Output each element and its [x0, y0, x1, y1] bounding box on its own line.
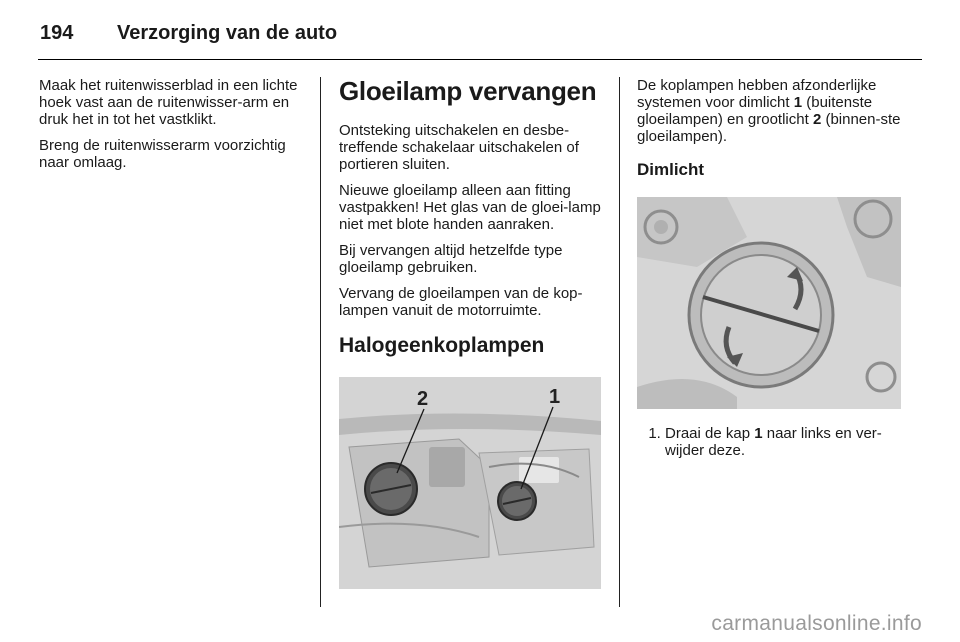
intro-paragraph: De koplampen hebben afzonderlijke systemen voor dimlicht 1 (buitenste gloeilampen) en grootlicht 2 (binnen-ste gloeilampen). — [637, 77, 901, 145]
halogen-headlamp-figure — [339, 377, 601, 589]
step-list — [637, 425, 905, 459]
paragraph: Ontsteking uitschakelen en desbe-treffende schakelaar uitschakelen of portieren sluiten. — [339, 122, 579, 173]
paragraph: Breng de ruitenwisserarm voorzichtig naar omlaag. — [39, 137, 286, 171]
page-number: 194 — [40, 22, 74, 44]
paragraph: Nieuwe gloeilamp alleen aan fitting vastpakken! Het glas van de gloei-lamp niet met blote handen aanraken. — [339, 182, 601, 233]
low-beam-cap-figure — [637, 197, 901, 409]
subheading: Halogeenkoplampen — [339, 334, 545, 357]
paragraph: Bij vervangen altijd hetzelfde type gloeilamp gebruiken. — [339, 242, 563, 276]
bolt — [654, 220, 668, 234]
callout-label-1: 1 — [549, 386, 561, 408]
column-3 — [637, 77, 905, 459]
subheading: Dimlicht — [637, 160, 705, 179]
header-rule — [38, 59, 922, 60]
column-2 — [339, 77, 605, 589]
section-heading: Gloeilamp vervangen — [339, 76, 597, 106]
column-1 — [39, 77, 305, 180]
connector-block — [429, 447, 465, 487]
chapter-title: Verzorging van de auto — [117, 22, 338, 44]
watermark: carmanualsonline.info — [711, 612, 922, 635]
column-divider-1 — [320, 77, 321, 607]
list-item: 1. Draai de kap 1 naar links en ver-wijder deze. — [665, 425, 905, 459]
callout-label-2: 2 — [417, 388, 429, 410]
paragraph: Vervang de gloeilampen van de kop-lampen vanuit de motorruimte. — [339, 285, 583, 319]
column-divider-2 — [619, 77, 620, 607]
paragraph: Maak het ruitenwisserblad in een lichte hoek vast aan de ruitenwisser-arm en druk het in tot het vastklikt. — [39, 77, 298, 128]
page-header — [38, 18, 922, 58]
